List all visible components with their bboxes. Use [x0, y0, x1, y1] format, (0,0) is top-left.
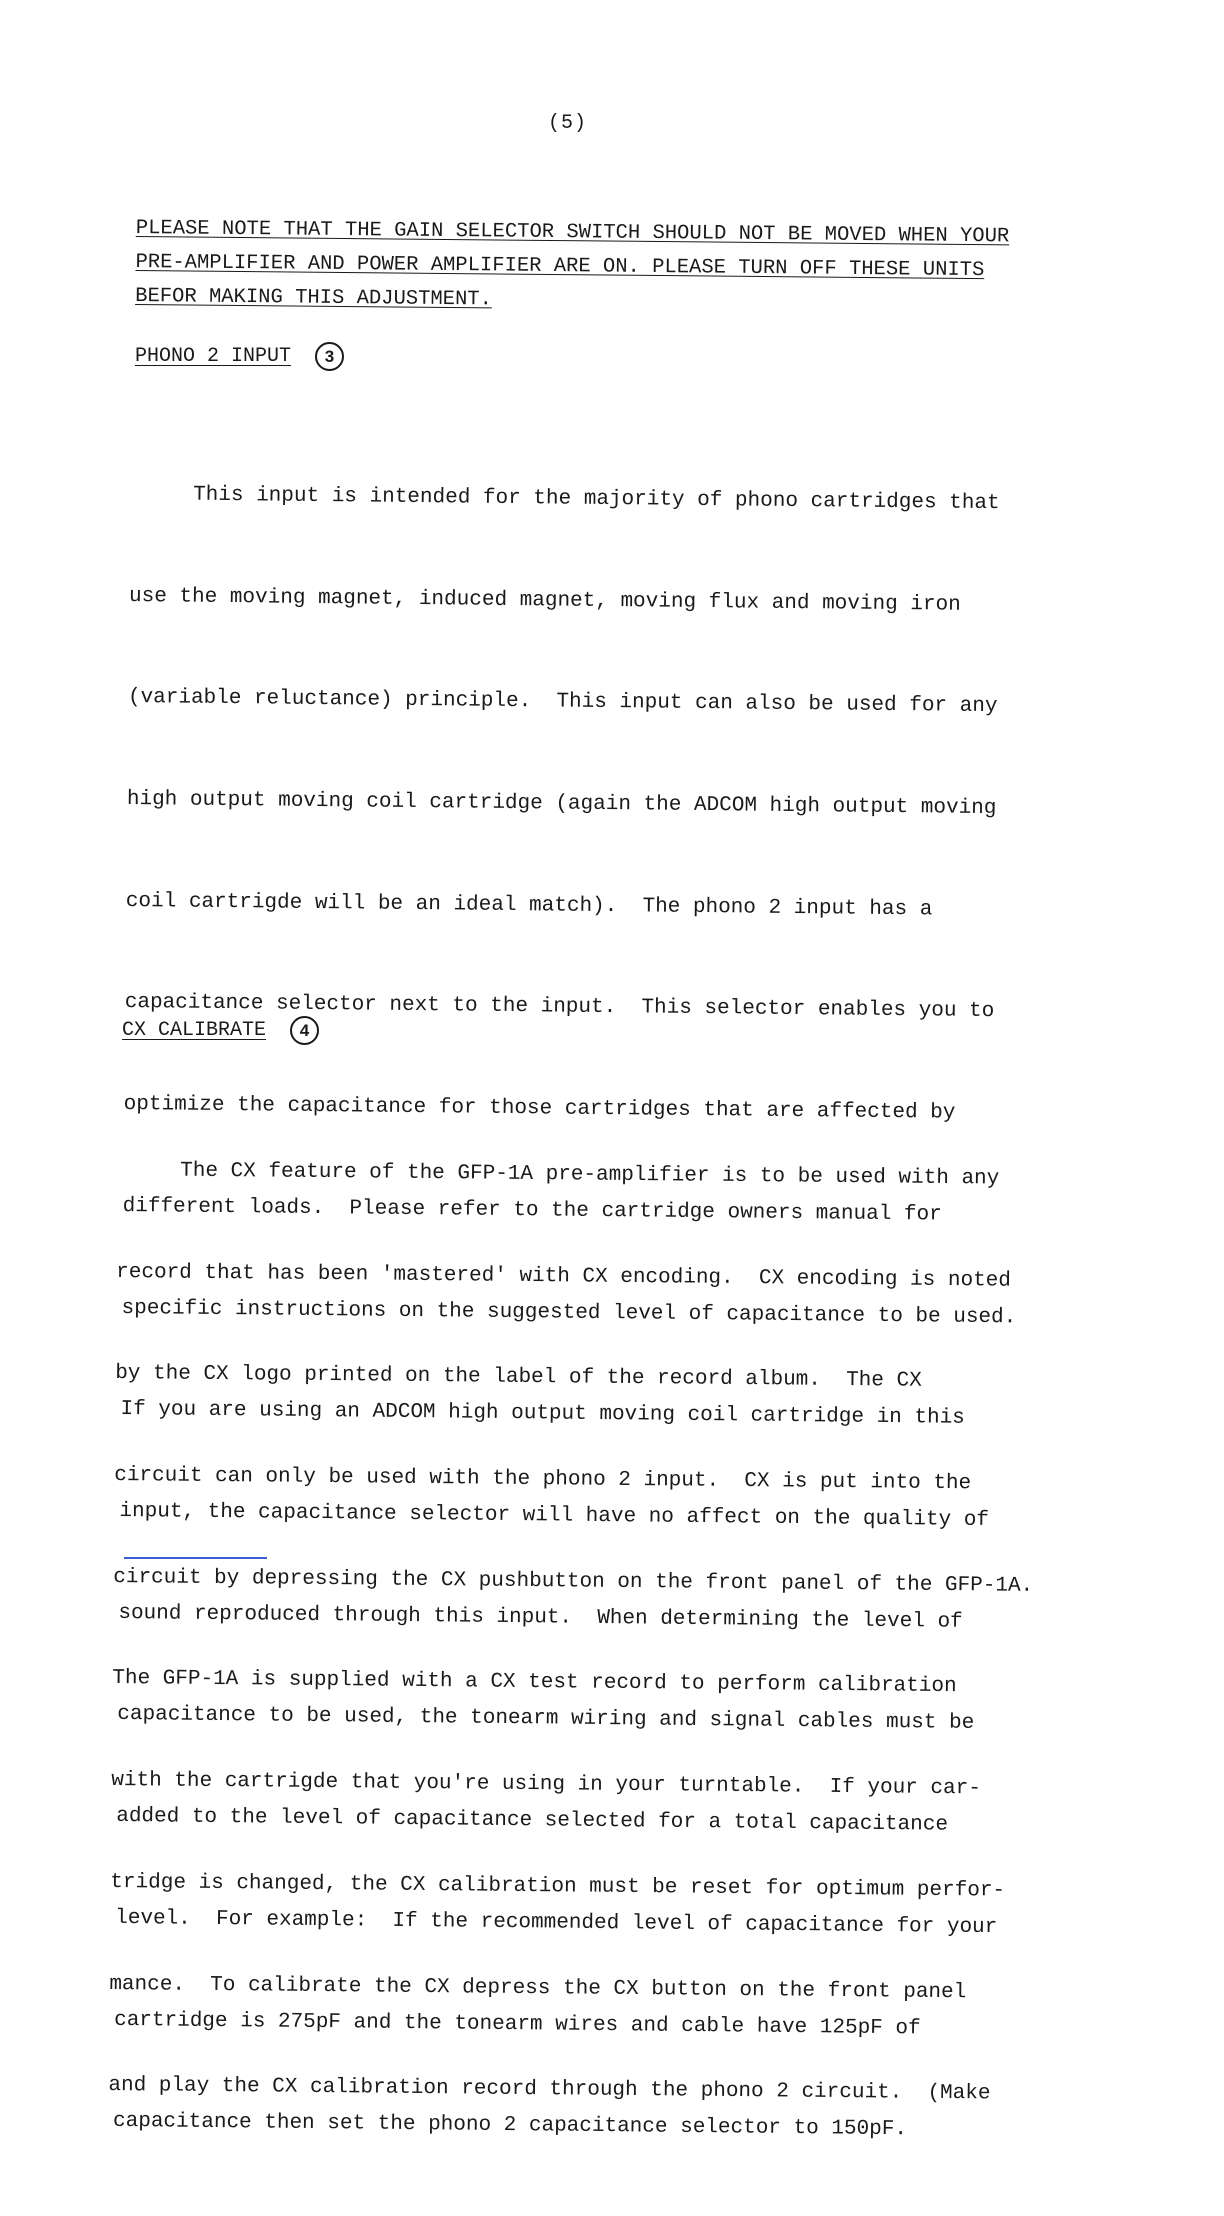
text-line: The CX feature of the GFP-1A pre-amplifier is to be used with any	[117, 1158, 1000, 1191]
paragraph-cx-calibrate	[108, 1086, 1038, 2180]
section-heading-text: PHONO 2 INPUT	[135, 345, 292, 368]
text-line: The GFP-1A is supplied with a CX test record to perform calibration	[112, 1667, 957, 1699]
text-line: coil cartrigde will be an ideal match). The phono 2 input has a	[125, 889, 933, 922]
note-line: PRE-AMPLIFIER AND POWER AMPLIFIER ARE ON. PLEASE TURN OFF THESE UNITS	[135, 250, 985, 283]
section-heading-text: CX CALIBRATE	[122, 1019, 267, 1042]
page-number: (5)	[548, 112, 588, 135]
text-line: with the cartrigde that you're using in your turntable. If your car-	[111, 1769, 981, 1801]
footnote-rule	[124, 1557, 267, 1559]
text-line: capacitance to be used, the tonearm wiring and signal cables must be	[117, 1703, 975, 1736]
text-line: capacitance selector next to the input. This selector enables you to	[124, 991, 995, 1024]
text-line: record that has been 'mastered' with CX encoding. CX encoding is noted	[116, 1260, 1012, 1293]
text-line: (variable reluctance) principle. This input can also be used for any	[127, 686, 998, 719]
text-line: by the CX logo printed on the label of the record album. The CX	[115, 1362, 922, 1393]
text-line: use the moving magnet, induced magnet, moving flux and moving iron	[128, 584, 961, 617]
text-line: different loads. Please refer to the cartridge owners manual for	[122, 1194, 942, 1227]
text-line: high output moving coil cartridge (again the ADCOM high output moving	[126, 787, 997, 821]
text-line: If you are using an ADCOM high output moving coil cartridge in this	[120, 1398, 965, 1431]
note-line: BEFOR MAKING THIS ADJUSTMENT.	[135, 284, 493, 312]
section-heading-phono-2-input	[135, 342, 344, 371]
text-line: capacitance then set the phono 2 capacitance selector to 150pF.	[112, 2110, 908, 2142]
text-line: mance. To calibrate the CX depress the CX button on the front panel	[109, 1972, 967, 2004]
note-line: PLEASE NOTE THAT THE GAIN SELECTOR SWITCH SHOULD NOT BE MOVED WHEN YOUR	[135, 216, 1010, 249]
text-line: input, the capacitance selector will have no affect on the quality of	[119, 1499, 990, 1533]
text-line: circuit by depressing the CX pushbutton on the front panel of the GFP-1A.	[113, 1565, 1034, 1598]
text-line: sound reproduced through this input. When determining the level of	[118, 1601, 963, 1634]
text-line: tridge is changed, the CX calibration must be reset for optimum perfor-	[110, 1870, 1006, 1903]
warning-note	[135, 212, 1096, 323]
callout-number-badge: 4	[290, 1016, 319, 1045]
text-line: level. For example: If the recommended level of capacitance for your	[115, 1906, 998, 1940]
text-line: cartridge is 275pF and the tonearm wires and cable have 125pF of	[114, 2008, 921, 2040]
text-line: and play the CX calibration record through the phono 2 circuit. (Make	[108, 2074, 991, 2106]
text-line: specific instructions on the suggested level of capacitance to be used.	[121, 1296, 1017, 1329]
callout-number-badge: 3	[315, 342, 344, 371]
text-line: added to the level of capacitance selected for a total capacitance	[116, 1805, 949, 1837]
section-heading-cx-calibrate	[122, 1016, 319, 1045]
text-line: circuit can only be used with the phono 2 input. CX is put into the	[114, 1463, 972, 1496]
text-line: This input is intended for the majority of phono cartridges that	[129, 482, 1000, 515]
text-line: optimize the capacitance for those cartridges that are affected by	[123, 1093, 956, 1125]
